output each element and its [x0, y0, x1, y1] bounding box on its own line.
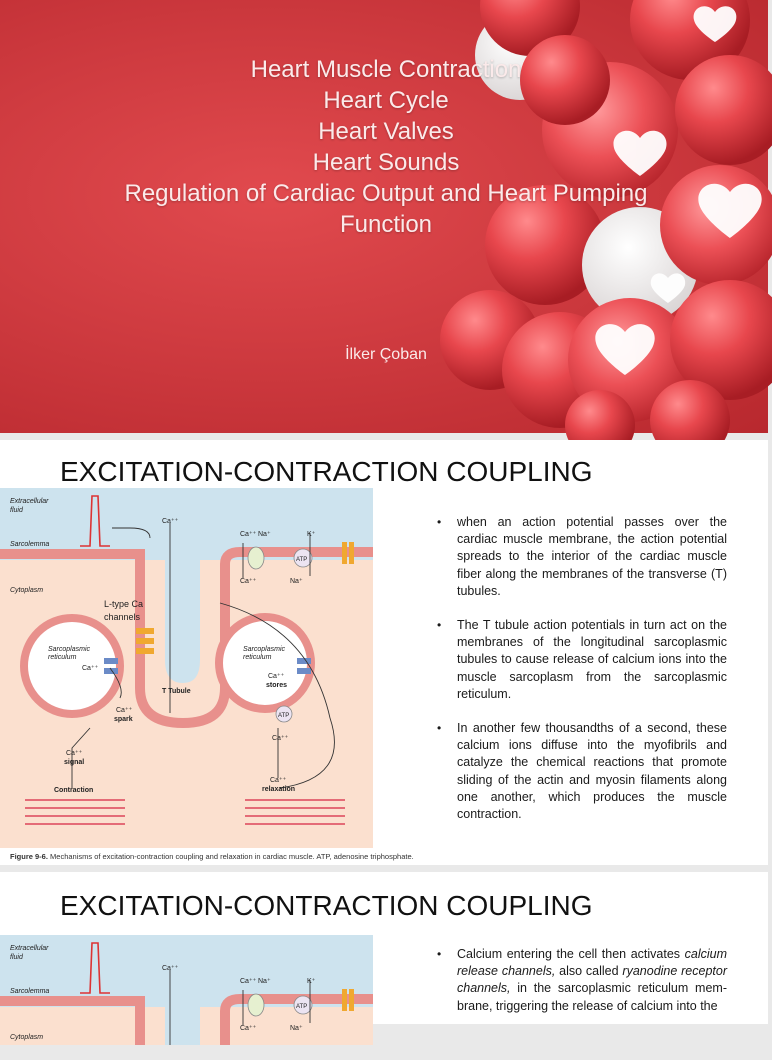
- slide-title: EXCITATION-CONTRACTION COUPLING: [60, 456, 593, 487]
- label-sr-left-2: reticulum: [48, 654, 77, 661]
- title-line: Heart Sounds: [312, 149, 460, 176]
- label-sarcolemma: Sarcolemma: [10, 541, 50, 548]
- label-ca-pump: Ca⁺⁺: [240, 978, 257, 985]
- bullet-list: [437, 514, 727, 840]
- title-line: Heart Muscle Contraction: [250, 56, 522, 83]
- label-ca-exch: Ca⁺⁺: [240, 1025, 257, 1032]
- bullet-item: • In another few thousandths of a second, these calcium ions diffuse into the myofibrils and catalyze the chemical reactions that promote sliding of the actin and myosin filaments along one another, which produces the muscle contraction.: [437, 721, 727, 822]
- bullet-text-b: calcium release channels,: [457, 947, 727, 979]
- ec-coupling-figure: [0, 488, 373, 848]
- label-ca-uptake: Ca⁺⁺: [272, 735, 289, 742]
- label-extracellular: Extracellular: [10, 945, 49, 952]
- figure-caption: [10, 852, 414, 861]
- bullet-text-d: ryanodine receptor channels,: [457, 964, 728, 996]
- caption-label: Figure 9-6.: [10, 852, 48, 861]
- label-ltype-2: channels: [104, 612, 141, 622]
- label-ca-top: Ca⁺⁺: [162, 518, 179, 525]
- label-atp-top: ATP: [296, 557, 308, 563]
- label-ca-spark: Ca⁺⁺: [116, 707, 133, 714]
- title-line: Heart Cycle: [323, 87, 449, 114]
- bullet-text: when an action potential passes over the cardiac muscle membrane, the action potential spreads to the interior of the cardiac muscle fiber along the membranes of the transverse (T) tubules.: [457, 515, 727, 598]
- ec-coupling-figure-partial: [0, 920, 373, 1060]
- label-sr-right-1: Sarcoplasmic: [243, 646, 286, 653]
- slide-excitation-1: [0, 440, 768, 865]
- author-name: İlker Çoban: [345, 346, 427, 363]
- label-na-exch: Na⁺: [290, 578, 303, 585]
- label-ca-exch: Ca⁺⁺: [240, 578, 257, 585]
- label-ca-relax: Ca⁺⁺: [270, 777, 287, 784]
- label-k: K⁺: [307, 978, 316, 985]
- label-ca-top: Ca⁺⁺: [162, 965, 179, 972]
- label-ltype-1: L-type Ca: [104, 599, 144, 609]
- slide-excitation-2: [0, 872, 768, 1041]
- title-line: Regulation of Cardiac Output and Heart Pumping: [124, 180, 648, 207]
- label-spark: spark: [114, 716, 133, 723]
- label-relaxation: relaxation: [262, 786, 296, 793]
- label-extracellular: Extracellular: [10, 498, 49, 505]
- label-k: K⁺: [307, 531, 316, 538]
- label-na-top: Na⁺: [258, 531, 271, 538]
- slide-title: EXCITATION-CONTRACTION COUPLING: [60, 890, 593, 921]
- label-atp-sr: ATP: [278, 713, 290, 719]
- label-contraction: Contraction: [54, 787, 94, 794]
- label-cytoplasm: Cytoplasm: [10, 1034, 44, 1041]
- bullet-list: [437, 946, 727, 1032]
- bullet-text-c: also called: [555, 964, 623, 979]
- bullet-item: • Calcium entering the cell then activates calcium release channels, also called ryanodine receptor channels, in the sarcoplasmic reticulum mem- brane, triggering the release of calcium into the: [437, 947, 728, 1013]
- label-t-tubule: T Tubule: [162, 688, 191, 695]
- bullet-item: • The T tubule action potentials in turn act on the membranes of the longitudinal sarcoplasmic tubules to cause release of calcium ions into the muscle sarcoplasm from the sarcoplasmic reticulum.: [437, 618, 727, 701]
- bullet-item: • when an action potential passes over the cardiac muscle membrane, the action potential spreads to the interior of the cardiac muscle fiber along the membranes of the transverse (T) tubules.: [437, 515, 727, 598]
- label-ca-pump: Ca⁺⁺: [240, 531, 257, 538]
- label-ca-signal: Ca⁺⁺: [66, 750, 83, 757]
- label-signal: signal: [64, 759, 85, 766]
- bullet-text: In another few thousandths of a second, these calcium ions diffuse into the myofibrils and catalyze the chemical reactions that promote sliding of the actin and myosin filaments along one another, which produces the muscle contraction.: [457, 721, 727, 822]
- label-atp-top: ATP: [296, 1004, 308, 1010]
- label-sr-right-2: reticulum: [243, 654, 272, 661]
- title-slide: [0, 0, 768, 433]
- title-line: Heart Valves: [318, 118, 454, 145]
- label-sr-left-1: Sarcoplasmic: [48, 646, 91, 653]
- label-fluid: fluid: [10, 954, 23, 961]
- label-na-exch: Na⁺: [290, 1025, 303, 1032]
- title-line: Function: [339, 211, 433, 238]
- label-cytoplasm: Cytoplasm: [10, 587, 44, 594]
- caption-text: Mechanisms of excitation-contraction coupling and relaxation in cardiac muscle. ATP, adenosine triphosphate.: [47, 852, 414, 861]
- label-na-top: Na⁺: [258, 978, 271, 985]
- title-block: [0, 54, 772, 240]
- label-ca-stores: Ca⁺⁺: [268, 673, 285, 680]
- bullet-text-a: Calcium entering the cell then activates: [457, 947, 685, 961]
- bullet-text-e: in the sarcoplasmic reticulum mem- brane, triggering the release of calcium into the: [457, 981, 727, 1013]
- label-fluid: fluid: [10, 507, 23, 514]
- label-sarcolemma: Sarcolemma: [10, 988, 50, 995]
- bullet-text: The T tubule action potentials in turn act on the membranes of the longitudinal sarcoplasmic tubules to cause release of calcium ions into the muscle sarcoplasm from the sarcoplasmic reticulum.: [457, 618, 727, 701]
- label-ca-sr: Ca⁺⁺: [82, 665, 99, 672]
- label-stores: stores: [266, 682, 288, 689]
